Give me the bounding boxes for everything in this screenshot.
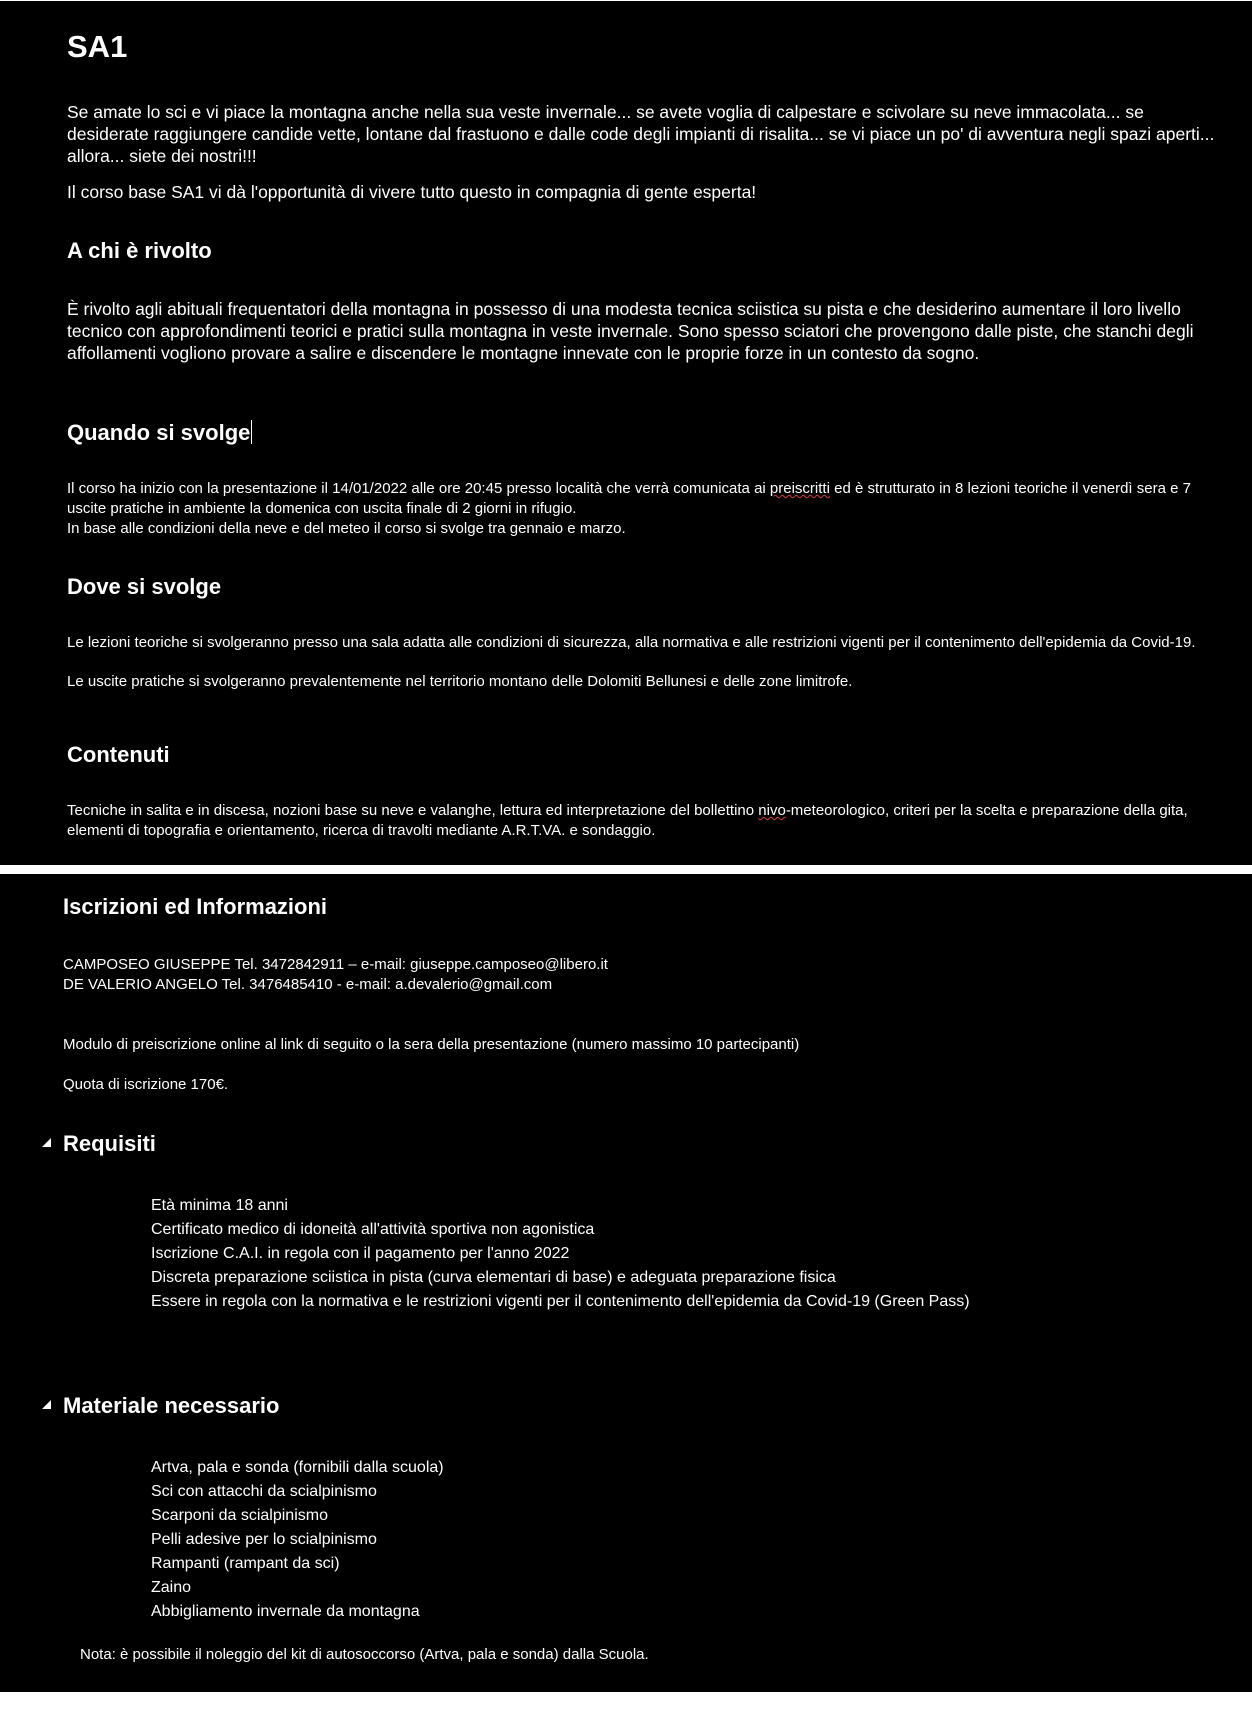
enrollment-info-panel [0, 874, 1252, 1692]
heading-text: Quando si svolge [67, 420, 251, 445]
heading-a-chi-e-rivolto: A chi è rivolto [67, 238, 212, 263]
heading-requisiti[interactable]: Requisiti [63, 1131, 156, 1156]
list-item: Età minima 18 anni [151, 1197, 288, 1214]
page-title: SA1 [67, 29, 128, 64]
list-item: Rampanti (rampant da sci) [151, 1555, 340, 1572]
contact-line-1: CAMPOSEO GIUSEPPE Tel. 3472842911 – e-mail: giuseppe.camposeo@libero.it [63, 956, 608, 973]
contenuti-paragraph [67, 801, 1217, 841]
list-item: Discreta preparazione sciistica in pista (curva elementari di base) e adeguata preparazione fisica [151, 1269, 836, 1286]
expand-triangle-icon[interactable] [42, 1138, 51, 1147]
list-item: Pelli adesive per lo scialpinismo [151, 1531, 377, 1548]
quota-text: Quota di iscrizione 170€. [63, 1076, 229, 1093]
text-run: Il corso ha inizio con la presentazione il 14/01/2022 alle ore 20:45 presso località che verrà comunicata ai [67, 480, 770, 497]
expand-triangle-icon[interactable] [42, 1400, 51, 1409]
heading-iscrizioni: Iscrizioni ed Informazioni [63, 894, 328, 919]
course-description-panel [0, 1, 1252, 865]
list-item: Scarponi da scialpinismo [151, 1507, 328, 1524]
spellcheck-word[interactable]: nivo [758, 802, 786, 819]
list-item: Sci con attacchi da scialpinismo [151, 1483, 377, 1500]
text-run: ed è strutturato in 8 lezioni teoriche il venerdì sera e 7 uscite pratiche in ambiente la domenica con uscita finale di 2 giorni in rifugio. [67, 480, 1191, 517]
quando-paragraph [67, 479, 1227, 519]
spellcheck-word[interactable]: preiscritti [769, 480, 830, 497]
intro-paragraph-2: Il corso base SA1 vi dà l'opportunità di vivere tutto questo in compagnia di gente esperta! [67, 182, 757, 202]
text-cursor [251, 420, 252, 444]
list-item: Zaino [151, 1579, 192, 1596]
list-item: Abbigliamento invernale da montagna [151, 1603, 420, 1620]
list-item: Iscrizione C.A.I. in regola con il pagamento per l'anno 2022 [151, 1245, 570, 1262]
list-item: Essere in regola con la normativa e le restrizioni vigenti per il contenimento dell'epidemia da Covid-19 (Green Pass) [151, 1293, 970, 1310]
quando-paragraph-2: In base alle condizioni della neve e del meteo il corso si svolge tra gennaio e marzo. [67, 520, 626, 537]
a-chi-paragraph: È rivolto agli abituali frequentatori della montagna in possesso di una modesta tecnica sciistica su pista e che desiderino aumentare il loro livello tecnico con approfondimenti teorici e pratici sulla montagna in veste invernale. Sono spesso sciatori che provengono dalle piste, che stanchi degli affollamenti vogliono provare a salire e discendere le montagne innevate con le proprie forze in un contesto da sogno. [67, 299, 1194, 363]
heading-dove-si-svolge: Dove si svolge [67, 574, 222, 599]
nota-text: Nota: è possibile il noleggio del kit di autosoccorso (Artva, pala e sonda) dalla Scuola. [80, 1646, 649, 1663]
contact-line-2: DE VALERIO ANGELO Tel. 3476485410 - e-mail: a.devalerio@gmail.com [63, 976, 553, 993]
text-run: Tecniche in salita e in discesa, nozioni base su neve e valanghe, lettura ed interpretazione del bollettino [67, 802, 759, 819]
list-item: Artva, pala e sonda (fornibili dalla scuola) [151, 1459, 444, 1476]
intro-paragraph: Se amate lo sci e vi piace la montagna anche nella sua veste invernale... se avete voglia di calpestare e scivolare su neve immacolata... se desiderate raggiungere candide vette, lontane dal frastuono e dalle code degli impianti di risalita... se vi piace un po' di avventura negli spazi aperti... allora... siete dei nostri!!! [67, 102, 1215, 166]
requisiti-list [151, 1194, 1211, 1314]
modulo-text: Modulo di preiscrizione online al link di seguito o la sera della presentazione (numero massimo 10 partecipanti) [63, 1036, 800, 1053]
list-item: Certificato medico di idoneità all'attività sportiva non agonistica [151, 1221, 595, 1238]
text-run: -meteorologico, criteri per la scelta e preparazione della gita, elementi di topografia e orientamento, ricerca di travolti mediante A.R.T.VA. e sondaggio. [67, 802, 1188, 839]
heading-contenuti: Contenuti [67, 742, 170, 767]
materiale-list [151, 1456, 1211, 1624]
heading-materiale[interactable]: Materiale necessario [63, 1393, 280, 1418]
dove-paragraph-2: Le uscite pratiche si svolgeranno prevalentemente nel territorio montano delle Dolomiti Bellunesi e delle zone limitrofe. [67, 673, 853, 690]
heading-quando-si-svolge [67, 420, 252, 446]
dove-paragraph: Le lezioni teoriche si svolgeranno presso una sala adatta alle condizioni di sicurezza, alla normativa e alle restrizioni vigenti per il contenimento dell'epidemia da Covid-19. [67, 634, 1196, 651]
